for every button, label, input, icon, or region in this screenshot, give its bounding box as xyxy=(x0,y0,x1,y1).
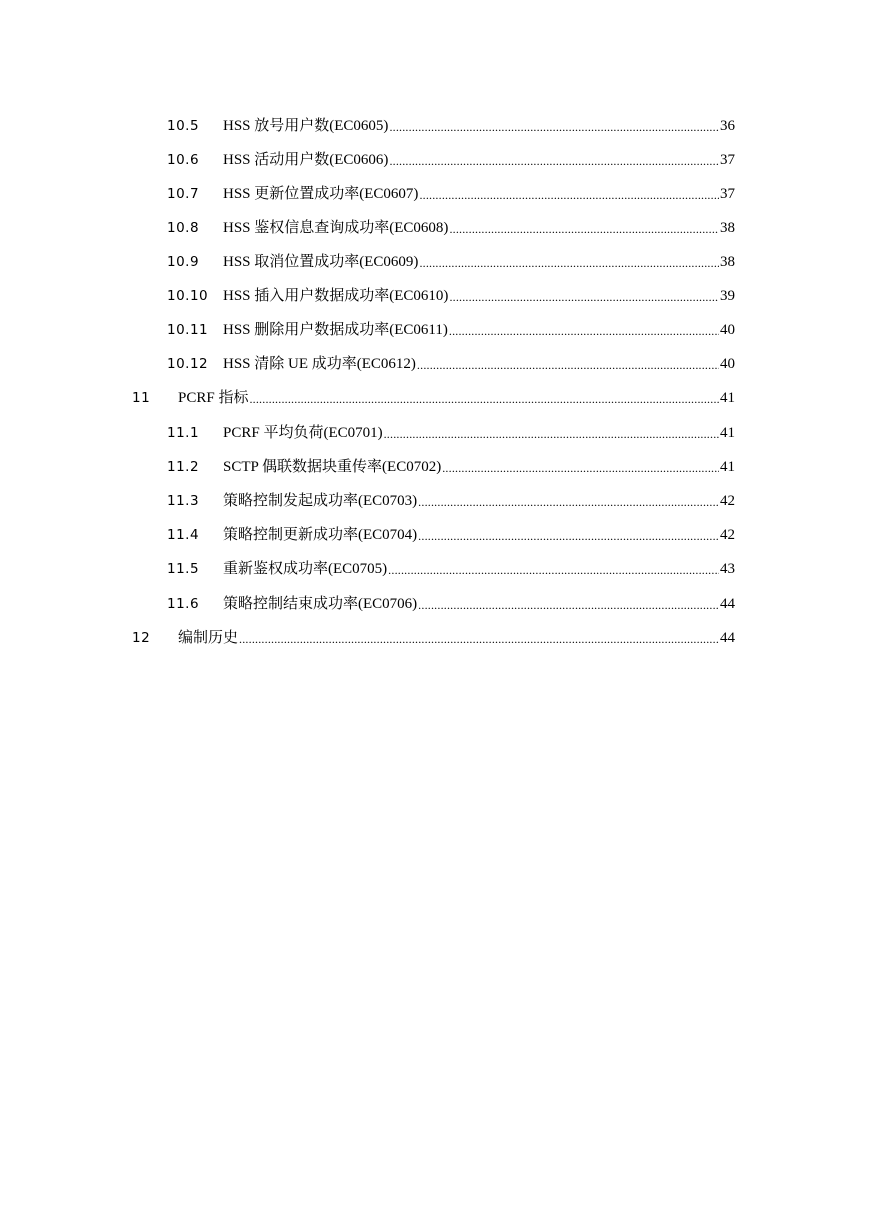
toc-entry-page-number: 41 xyxy=(720,390,735,406)
toc-entry-number: 11 xyxy=(132,390,151,406)
toc-entry-number: 10.12 xyxy=(167,356,209,372)
toc-entry-number: 11.1 xyxy=(167,425,200,441)
toc-entry-title: 策略控制更新成功率(EC0704) xyxy=(223,527,418,543)
toc-entry-number: 10.7 xyxy=(167,186,200,202)
leader-dots xyxy=(384,424,719,442)
toc-entry-title: HSS 插入用户数据成功率(EC0610) xyxy=(223,288,449,304)
toc-entry-page-number: 39 xyxy=(720,288,735,304)
leader-dots xyxy=(449,321,719,339)
toc-entry-number: 11.2 xyxy=(167,459,200,475)
toc-entry-11-4[interactable] xyxy=(167,520,735,544)
toc-entry-page-number: 42 xyxy=(720,493,735,509)
toc-entry-page-number: 43 xyxy=(720,561,735,577)
toc-entry-10-9[interactable] xyxy=(167,247,735,271)
leader-dots xyxy=(449,219,719,237)
toc-entry-title: 策略控制结束成功率(EC0706) xyxy=(223,596,418,612)
toc-entry-number: 10.6 xyxy=(167,152,200,168)
toc-entry-title: HSS 活动用户数(EC0606) xyxy=(223,152,389,168)
toc-entry-page-number: 44 xyxy=(720,630,735,646)
toc-entry-page-number: 40 xyxy=(720,322,735,338)
toc-entry-10-7[interactable] xyxy=(167,179,735,203)
leader-dots xyxy=(419,185,719,203)
toc-entry-number: 11.3 xyxy=(167,493,200,509)
toc-entry-10-5[interactable] xyxy=(167,111,735,135)
toc-entry-page-number: 44 xyxy=(720,596,735,612)
toc-entry-11[interactable] xyxy=(132,383,735,407)
toc-entry-title: HSS 更新位置成功率(EC0607) xyxy=(223,186,419,202)
toc-entry-title: 策略控制发起成功率(EC0703) xyxy=(223,493,418,509)
toc-entry-title: HSS 取消位置成功率(EC0609) xyxy=(223,254,419,270)
toc-entry-10-11[interactable] xyxy=(167,315,735,339)
toc-entry-11-2[interactable] xyxy=(167,452,735,476)
leader-dots xyxy=(389,151,719,169)
toc-entry-page-number: 38 xyxy=(720,220,735,236)
leader-dots xyxy=(249,389,719,407)
leader-dots xyxy=(418,595,719,613)
leader-dots xyxy=(418,526,719,544)
toc-entry-page-number: 41 xyxy=(720,425,735,441)
toc-entry-title: HSS 鉴权信息查询成功率(EC0608) xyxy=(223,220,449,236)
leader-dots xyxy=(389,117,719,135)
toc-entry-page-number: 38 xyxy=(720,254,735,270)
toc-entry-title: HSS 放号用户数(EC0605) xyxy=(223,118,389,134)
leader-dots xyxy=(449,287,719,305)
toc-entry-number: 11.5 xyxy=(167,561,200,577)
toc-entry-12[interactable] xyxy=(132,623,735,647)
toc-entry-number: 11.4 xyxy=(167,527,200,543)
toc-entry-number: 10.10 xyxy=(167,288,209,304)
toc-entry-title: SCTP 偶联数据块重传率(EC0702) xyxy=(223,459,442,475)
toc-entry-page-number: 42 xyxy=(720,527,735,543)
toc-entry-11-3[interactable] xyxy=(167,486,735,510)
toc-entry-11-1[interactable] xyxy=(167,418,735,442)
leader-dots xyxy=(419,253,719,271)
toc-entry-title: HSS 清除 UE 成功率(EC0612) xyxy=(223,356,416,372)
toc-entry-page-number: 41 xyxy=(720,459,735,475)
toc-entry-title: 编制历史 xyxy=(178,630,239,646)
toc-entry-page-number: 37 xyxy=(720,186,735,202)
toc-entry-10-6[interactable] xyxy=(167,145,735,169)
leader-dots xyxy=(442,458,719,476)
leader-dots xyxy=(418,492,719,510)
toc-entry-page-number: 36 xyxy=(720,118,735,134)
toc-entry-10-8[interactable] xyxy=(167,213,735,237)
toc-entry-title: PCRF 指标 xyxy=(178,390,249,406)
toc-entry-number: 10.9 xyxy=(167,254,200,270)
toc-entry-11-5[interactable] xyxy=(167,554,735,578)
toc-entry-10-10[interactable] xyxy=(167,281,735,305)
toc-entry-11-6[interactable] xyxy=(167,589,735,613)
leader-dots xyxy=(417,355,719,373)
leader-dots xyxy=(239,629,719,647)
toc-entry-title: PCRF 平均负荷(EC0701) xyxy=(223,425,383,441)
toc-entry-number: 10.8 xyxy=(167,220,200,236)
toc-entry-page-number: 37 xyxy=(720,152,735,168)
toc-entry-title: 重新鉴权成功率(EC0705) xyxy=(223,561,388,577)
toc-entry-number: 10.11 xyxy=(167,322,209,338)
toc-entry-title: HSS 删除用户数据成功率(EC0611) xyxy=(223,322,448,338)
toc-entry-10-12[interactable] xyxy=(167,349,735,373)
leader-dots xyxy=(388,560,719,578)
toc-entry-page-number: 40 xyxy=(720,356,735,372)
toc-entry-number: 11.6 xyxy=(167,596,200,612)
toc-entry-number: 12 xyxy=(132,630,151,646)
toc-entry-number: 10.5 xyxy=(167,118,200,134)
